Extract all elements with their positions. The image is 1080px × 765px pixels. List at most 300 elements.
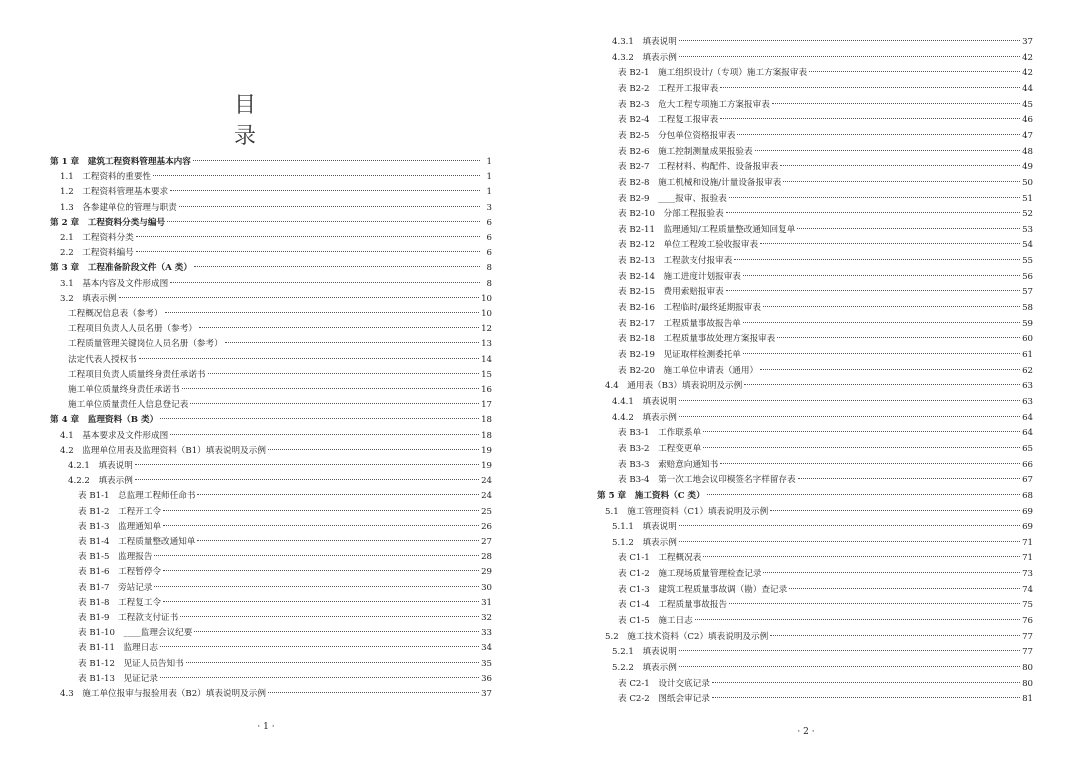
toc-entry-page: 31 [481,597,492,608]
dot-leader [743,275,1020,276]
toc-entry-label: 表 B1-13 见证记录 [78,673,158,684]
toc-entry-label: 表 B2-17 工程质量事故报告单 [618,318,741,329]
dot-leader [165,312,480,313]
toc-entry[interactable] [60,170,492,185]
toc-entry[interactable] [618,598,1033,613]
toc-entry[interactable] [68,337,492,352]
toc-entry-page: 71 [1022,537,1033,548]
toc-entry-page: 63 [1022,396,1033,407]
toc-entry-page: 66 [1022,459,1033,470]
toc-entry-page: 8 [486,263,492,274]
toc-entry[interactable] [60,201,492,216]
toc-entry-page: 68 [1022,490,1033,501]
toc-entry-label: 施工单位质量终身责任承诺书 [68,385,180,395]
dot-leader [170,282,480,283]
toc-entry[interactable] [78,657,492,672]
dot-leader [703,431,1020,432]
toc-entry-label: 表 B2-10 分部工程报验表 [618,209,724,220]
toc-entry-label: 表 B2-3 危大工程专项施工方案报审表 [618,99,770,110]
toc-entry[interactable] [618,223,1033,238]
toc-entry-page: 10 [481,309,492,319]
toc-entry[interactable] [612,51,1033,66]
toc-entry-page: 52 [1022,209,1033,220]
toc-entry-page: 3 [486,202,492,213]
toc-entry[interactable] [78,565,492,580]
toc-entry[interactable] [618,348,1033,363]
dot-leader [197,540,479,541]
dot-leader [679,400,1020,401]
toc-entry-page: 16 [481,385,492,395]
toc-entry-label: 表 B1-11 监理日志 [78,643,158,654]
toc-entry-page: 13 [481,339,492,350]
toc-entry[interactable] [618,426,1033,441]
toc-entry-label: 表 B1-1 总监理工程师任命书 [78,491,196,502]
toc-entry-label: 表 B2-18 工程质量事故处理方案报审表 [618,334,776,345]
dot-leader [163,570,479,571]
toc-entry[interactable] [618,254,1033,269]
toc-entry[interactable] [78,520,492,535]
toc-entry-page: 74 [1022,584,1033,595]
toc-entry[interactable] [612,35,1033,50]
toc-entry-page: 33 [481,628,492,639]
toc-entry[interactable] [60,231,492,246]
dot-leader [763,572,1020,573]
toc-entry-page: 18 [481,415,492,426]
toc-title: 目 录 [233,93,286,149]
toc-entry[interactable] [78,505,492,520]
dot-leader [225,342,479,343]
toc-entry-page: 64 [1022,428,1033,439]
toc-entry[interactable] [618,567,1033,582]
dot-leader [729,197,1020,198]
toc-entry[interactable] [60,246,492,261]
toc-entry-page: 26 [481,521,492,532]
toc-entry-label: 5.1 施工管理资料（C1）填表说明及示例 [605,506,769,517]
page-number-left: · 1 · [257,722,275,732]
toc-entry[interactable] [68,383,492,398]
toc-entry-label: 表 B1-3 监理通知单 [78,521,162,532]
toc-entry[interactable] [612,536,1033,551]
toc-entry-label: 表 B1-6 工程暂停令 [78,567,162,578]
toc-entry-page: 24 [481,491,492,502]
page-number-right: · 2 · [797,727,815,737]
toc-entry[interactable] [60,429,492,444]
toc-entry-label: 表 B2-6 施工控制测量成果报验表 [618,146,753,157]
toc-entry-page: 46 [1022,115,1033,126]
toc-entry[interactable] [618,332,1033,347]
toc-entry[interactable] [60,444,492,459]
toc-entry[interactable] [68,307,492,322]
dot-leader [679,40,1020,41]
dot-leader [208,373,480,374]
toc-entry-label: 表 B2-15 费用索赔报审表 [618,287,724,298]
toc-entry[interactable] [618,66,1033,81]
dot-leader [170,434,479,435]
toc-entry-label: 3.1 基本内容及文件形成图 [60,278,169,289]
toc-entry[interactable] [618,160,1033,175]
toc-entry-label: 4.3.2 填表示例 [612,52,677,63]
dot-leader [153,175,480,176]
toc-entry-page: 76 [1022,616,1033,627]
toc-entry-page: 47 [1022,130,1033,141]
toc-entry-label: 4.1 基本要求及文件形成图 [60,430,169,441]
dot-leader [135,464,479,465]
toc-entry[interactable] [68,474,492,489]
toc-entry[interactable] [618,301,1033,316]
toc-entry[interactable] [618,551,1033,566]
toc-entry[interactable] [618,364,1033,379]
toc-entry-page: 69 [1022,522,1033,533]
toc-entry-label: 5.2 施工技术资料（C2）填表说明及示例 [605,631,769,642]
toc-entry-page: 44 [1022,83,1033,94]
toc-entry[interactable] [618,129,1033,144]
toc-entry-label: 表 C1-3 建筑工程质量事故调（勘）查记录 [618,584,788,595]
dot-leader [720,463,1020,464]
dot-leader [167,221,480,222]
toc-entry-page: 37 [1022,37,1033,47]
toc-entry[interactable] [618,176,1033,191]
dot-leader [726,212,1020,213]
toc-entry-page: 77 [1022,631,1033,642]
toc-entry-label: 表 B2-13 工程款支付报审表 [618,256,733,267]
toc-entry-label: 表 C1-4 工程质量事故报告 [618,600,728,611]
toc-entry-page: 71 [1022,553,1033,564]
toc-entry-page: 25 [481,506,492,517]
toc-entry-page: 50 [1022,177,1033,188]
dot-leader [707,494,1020,495]
dot-leader [760,369,1020,370]
toc-entry-page: 17 [481,400,492,411]
toc-entry[interactable] [618,82,1033,97]
toc-entry[interactable] [68,398,492,413]
dot-leader [763,306,1020,307]
dot-leader [734,259,1020,260]
toc-entry-page: 36 [481,673,492,684]
toc-entry-label: 表 C2-1 设计交底记录 [618,678,710,689]
dot-leader [737,134,1020,135]
toc-entry-label: 4.4.1 填表说明 [612,396,677,407]
toc-entry-label: 工程项目负责人质量终身责任承诺书 [68,369,206,380]
toc-entry-label: 表 B3-3 索赔意向通知书 [618,459,719,470]
toc-entry-page: 15 [481,369,492,380]
toc-entry-page: 69 [1022,506,1033,517]
toc-entry-label: 表 C1-2 施工现场质量管理检查记录 [618,569,762,580]
dot-leader [163,601,479,602]
toc-entry-label: 表 B2-5 分包单位资格报审表 [618,130,736,141]
toc-entry-label: 4.2.1 填表说明 [68,461,133,471]
toc-entry[interactable] [618,192,1033,207]
toc-entry-label: 第 2 章 工程资料分类与编号 [50,217,166,228]
toc-entry-label: 3.2 填表示例 [60,293,117,304]
dot-leader [789,588,1020,589]
toc-entry-page: 18 [481,430,492,441]
toc-entry[interactable] [618,145,1033,160]
dot-leader [679,650,1020,651]
dot-leader [193,160,480,161]
toc-entry[interactable] [618,317,1033,332]
toc-entry[interactable] [618,692,1033,707]
toc-entry-label: 4.4.2 填表示例 [612,412,677,423]
toc-entry-page: 75 [1022,600,1033,611]
toc-entry-page: 29 [481,567,492,578]
toc-entry[interactable] [78,641,492,656]
toc-entry[interactable] [78,611,492,626]
toc-entry-label: 表 B1-4 工程质量整改通知单 [78,537,196,547]
toc-entry-page: 73 [1022,569,1033,580]
dot-leader [770,635,1020,636]
dot-leader [154,555,479,556]
toc-entry[interactable] [68,353,492,368]
toc-entry-page: 27 [481,537,492,547]
toc-entry[interactable] [618,458,1033,473]
toc-entry[interactable] [60,292,492,307]
toc-entry-label: 第 5 章 施工资料（C 类） [597,490,705,501]
toc-entry-page: 30 [481,582,492,593]
toc-entry[interactable] [605,630,1033,645]
toc-entry-label: 表 C1-1 工程概况表 [618,553,702,564]
toc-entry-label: 表 C2-2 图纸会审记录 [618,694,710,705]
toc-entry-page: 54 [1022,240,1033,251]
toc-entry-page: 24 [481,476,492,487]
toc-entry-label: 4.4 通用表（B3）填表说明及示例 [605,381,743,392]
toc-entry-page: 35 [481,658,492,669]
toc-entry-label: 表 B1-5 监理报告 [78,552,153,563]
toc-entry[interactable] [612,661,1033,676]
toc-entry-label: 1.2 工程资料管理基本要求 [60,187,169,198]
toc-entry-label: 表 B2-14 施工进度计划报审表 [618,271,741,282]
toc-entry-label: 5.2.1 填表说明 [612,647,677,658]
toc-entry-page: 19 [481,461,492,471]
dot-leader [720,118,1020,119]
toc-entry[interactable] [618,677,1033,692]
toc-entry[interactable] [60,687,492,702]
toc-entry-page: 53 [1022,224,1033,235]
dot-leader [703,447,1020,448]
toc-entry[interactable] [618,442,1033,457]
toc-entry[interactable] [618,583,1033,598]
toc-entry[interactable] [68,368,492,383]
toc-entry[interactable] [618,473,1033,488]
dot-leader [194,631,479,632]
dot-leader [679,56,1020,57]
dot-leader [770,510,1020,511]
toc-entry-label: 表 B1-12 见证人员告知书 [78,658,184,669]
dot-leader [186,662,479,663]
toc-entry[interactable] [50,155,492,170]
dot-leader [703,556,1020,557]
toc-entry-page: 19 [481,445,492,456]
dot-leader [783,181,1020,182]
toc-entry-label: 4.3 施工单位报审与报验用表（B2）填表说明及示例 [60,689,266,699]
dot-leader [136,251,480,252]
toc-entry-label: 表 B2-2 工程开工报审表 [618,83,719,94]
dot-leader [197,494,479,495]
toc-entry[interactable] [612,520,1033,535]
toc-entry-page: 51 [1022,193,1033,204]
toc-entry[interactable] [78,535,492,550]
dot-leader [712,682,1020,683]
toc-entry-page: 55 [1022,256,1033,267]
dot-leader [720,87,1020,88]
toc-entry-page: 62 [1022,365,1033,376]
toc-entry-page: 61 [1022,350,1033,360]
dot-leader [726,290,1020,291]
toc-entry-label: 表 B2-16 工程临时/最终延期报审表 [618,303,761,314]
toc-entry[interactable] [78,581,492,596]
toc-entry-label: 表 B3-1 工作联系单 [618,428,702,439]
toc-entry-label: 工程质量管理关键岗位人员名册（参考） [68,339,223,350]
toc-entry-page: 1 [486,172,492,183]
toc-entry[interactable] [68,322,492,337]
toc-entry[interactable] [60,185,492,200]
toc-entry[interactable] [612,395,1033,410]
toc-entry-page: 42 [1022,68,1033,79]
toc-entry-page: 14 [481,354,492,365]
toc-entry-page: 12 [481,324,492,335]
toc-entry-label: 1.1 工程资料的重要性 [60,172,152,183]
dot-leader [268,692,479,693]
toc-entry[interactable] [618,98,1033,113]
dot-leader [135,479,479,480]
toc-entry[interactable] [618,238,1033,253]
dot-leader [163,525,479,526]
toc-entry[interactable] [78,550,492,565]
toc-entry[interactable] [68,459,492,474]
toc-entry[interactable] [612,411,1033,426]
toc-entry-label: 施工单位质量责任人信息登记表 [68,400,189,411]
dot-leader [194,266,480,267]
dot-leader [797,228,1020,229]
toc-entry-label: 表 B2-1 施工组织设计/（专项）施工方案报审表 [618,68,808,79]
toc-entry-page: 34 [481,643,492,654]
toc-entry-label: 4.2.2 填表示例 [68,476,133,487]
dot-leader [190,403,479,404]
toc-entry-label: 表 B2-12 单位工程竣工验收报审表 [618,240,759,251]
toc-entry-page: 1 [486,157,492,167]
toc-entry-label: 4.2 监理单位用表及监理资料（B1）填表说明及示例 [60,445,266,456]
dot-leader [154,586,479,587]
toc-entry-label: 表 B1-2 工程开工令 [78,506,162,517]
toc-entry-page: 60 [1022,334,1033,345]
toc-entry[interactable] [618,113,1033,128]
dot-leader [755,150,1020,151]
toc-entry-page: 48 [1022,146,1033,157]
toc-entry[interactable] [618,614,1033,629]
toc-entry[interactable] [78,672,492,687]
dot-leader [160,677,479,678]
toc-entry-page: 63 [1022,381,1033,392]
toc-entry-label: 表 B1-8 工程复工令 [78,597,162,608]
dot-leader [179,206,480,207]
dot-leader [679,525,1020,526]
toc-entry-label: 5.1.1 填表说明 [612,522,677,533]
dot-leader [119,297,479,298]
toc-entry-label: 工程概况信息表（参考） [68,309,163,319]
toc-entry-page: 8 [486,278,492,289]
dot-leader [772,103,1020,104]
toc-entry-label: 5.2.2 填表示例 [612,663,677,673]
dot-leader [199,327,479,328]
dot-leader [268,449,479,450]
toc-entry-page: 1 [486,187,492,198]
dot-leader [136,236,480,237]
toc-entry[interactable] [618,285,1033,300]
dot-leader [182,388,479,389]
dot-leader [743,353,1020,354]
toc-entry[interactable] [78,596,492,611]
toc-entry-label: 表 B1-9 工程款支付证书 [78,613,179,623]
toc-entry[interactable] [78,626,492,641]
dot-leader [679,416,1020,417]
toc-entry[interactable] [78,489,492,504]
toc-entry-label: 4.3.1 填表说明 [612,37,677,47]
toc-entry[interactable] [618,207,1033,222]
toc-entry-label: 表 B2-20 施工单位申请表（通用） [618,365,759,376]
dot-leader [160,646,479,647]
dot-leader [743,322,1020,323]
toc-entry-label: 表 C1-5 施工日志 [618,616,693,627]
toc-entry[interactable] [60,277,492,292]
toc-entry-page: 6 [486,248,492,259]
dot-leader [809,71,1020,72]
toc-entry-page: 64 [1022,412,1033,423]
toc-entry-page: 80 [1022,678,1033,689]
toc-entry-label: 表 B2-19 见证取样检测委托单 [618,350,741,360]
toc-entry-page: 37 [481,689,492,699]
dot-leader [695,619,1020,620]
dot-leader [760,243,1020,244]
toc-entry[interactable] [612,645,1033,660]
dot-leader [712,697,1020,698]
toc-entry[interactable] [618,270,1033,285]
toc-entry-label: 表 B2-7 工程材料、构配件、设备报审表 [618,162,779,173]
toc-entry[interactable] [605,379,1033,394]
toc-entry-label: 1.3 各参建单位的管理与职责 [60,202,177,213]
dot-leader [139,358,479,359]
toc-entry-page: 49 [1022,162,1033,173]
toc-entry-label: 表 B3-2 工程变更单 [618,443,702,454]
toc-entry-page: 58 [1022,303,1033,314]
toc-entry-label: 工程项目负责人人员名册（参考） [68,324,197,335]
toc-entry-label: 法定代表人授权书 [68,354,137,365]
toc-entry-label: 第 1 章 建筑工程资料管理基本内容 [50,157,191,167]
toc-entry-label: 表 B1-10 ____监理会议纪要 [78,628,193,639]
toc-entry-page: 32 [481,613,492,623]
toc-entry-label: 表 B2-11 监理通知/工程质量整改通知回复单 [618,224,796,235]
toc-entry-page: 6 [486,233,492,243]
toc-entry[interactable] [605,505,1033,520]
dot-leader [180,616,479,617]
toc-entry[interactable] [597,489,1033,504]
dot-leader [777,337,1020,338]
toc-entry-page: 42 [1022,52,1033,63]
toc-entry-page: 77 [1022,647,1033,658]
toc-entry-page: 6 [486,217,492,228]
toc-entry-label: 表 B1-7 旁站记录 [78,582,153,593]
dot-leader [744,384,1020,385]
toc-entry-label: 第 3 章 工程准备阶段文件（A 类） [50,263,192,274]
toc-entry-label: 表 B2-4 工程复工报审表 [618,115,719,126]
dot-leader [679,541,1020,542]
toc-entry-page: 81 [1022,694,1033,705]
toc-entry[interactable] [50,261,492,276]
dot-leader [679,666,1020,667]
toc-entry[interactable] [50,413,492,428]
toc-entry-label: 表 B2-9 ____报审、报验表 [618,193,727,204]
toc-entry-page: 10 [481,293,492,304]
toc-entry[interactable] [50,216,492,231]
toc-entry-label: 2.2 工程资料编号 [60,248,134,259]
